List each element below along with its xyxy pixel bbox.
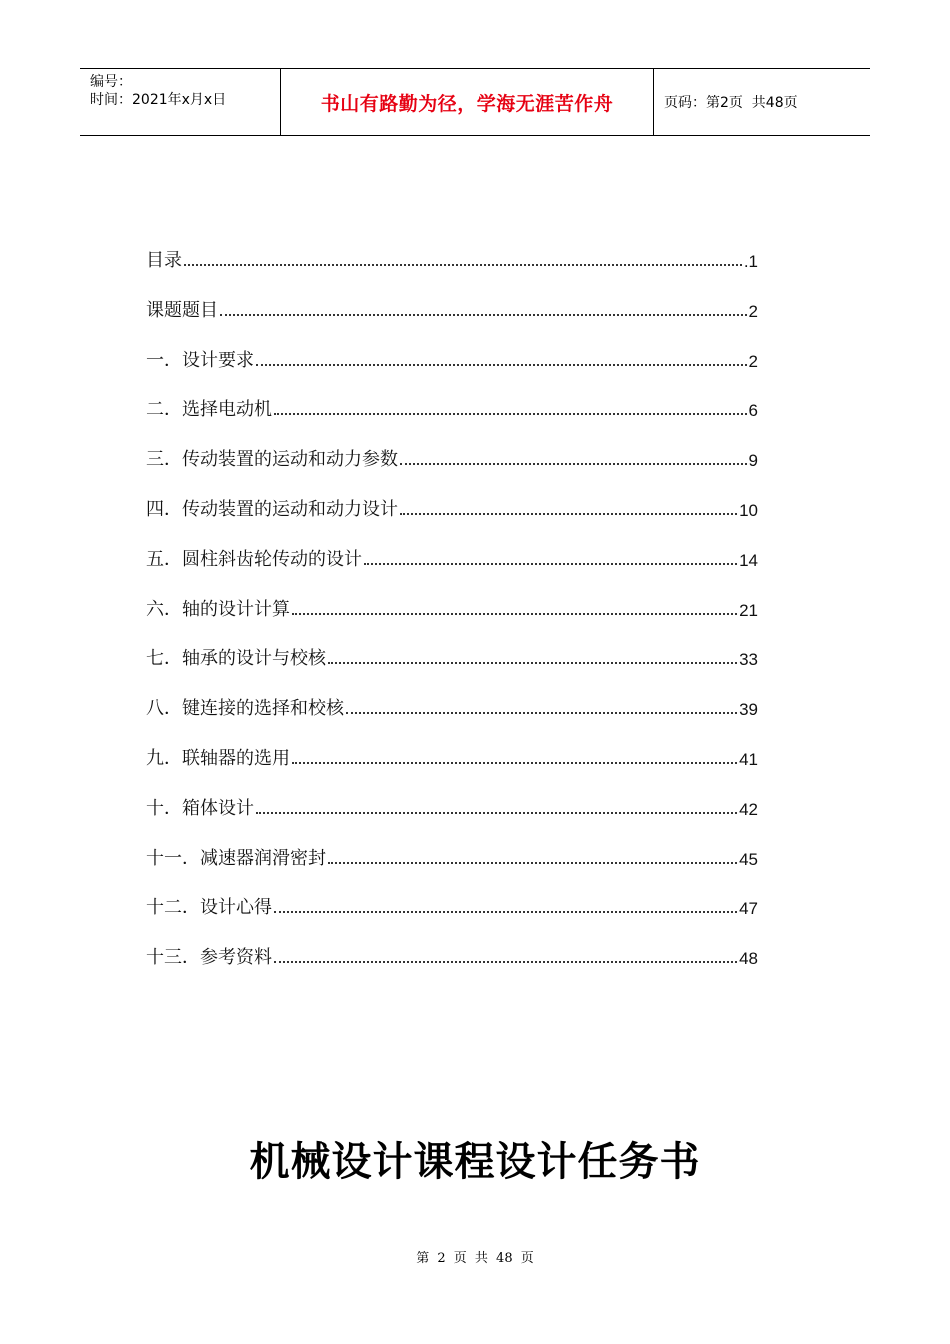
toc-leader-dots <box>292 762 737 764</box>
toc-leader-dots <box>400 463 747 465</box>
header-number: 编号： <box>90 74 132 90</box>
toc-entry-label: 六．轴的设计计算 <box>146 598 290 620</box>
toc-entry-page: 33 <box>739 650 758 670</box>
toc-entry[interactable] <box>146 621 758 671</box>
toc-entry-page: 39 <box>739 700 758 720</box>
toc-entry-page: 2 <box>748 351 758 371</box>
toc-entry-label: 七．轴承的设计与校核 <box>146 648 326 670</box>
toc-entry-page: 10 <box>739 500 758 520</box>
header-page-info-cell <box>654 69 870 135</box>
toc-entry-label: 二．选择电动机 <box>146 399 272 421</box>
toc-entry-page: 48 <box>739 949 758 969</box>
toc-entry-page: 9 <box>748 451 758 471</box>
toc-entry-page: 47 <box>739 899 758 919</box>
table-of-contents <box>146 244 758 969</box>
document-title: 机械设计课程设计任务书 <box>249 1139 701 1185</box>
toc-leader-dots <box>364 563 737 565</box>
toc-entry-label: 课题题目 <box>146 299 218 321</box>
toc-entry-label: 四．传动装置的运动和动力设计 <box>146 498 398 520</box>
page-footer: 第 2 页 共 48 页 <box>416 1251 534 1266</box>
toc-entry[interactable] <box>146 372 758 422</box>
toc-entry[interactable] <box>146 720 758 770</box>
toc-entry-page: 2 <box>748 301 758 321</box>
toc-entry[interactable] <box>146 272 758 322</box>
toc-leader-dots <box>184 264 742 266</box>
toc-entry[interactable] <box>146 919 758 969</box>
toc-entry-page: 14 <box>739 550 758 570</box>
toc-entry-label: 十．箱体设计 <box>146 797 254 819</box>
toc-leader-dots <box>220 314 747 316</box>
toc-entry[interactable] <box>146 820 758 870</box>
toc-entry-label: 十一．减速器润滑密封 <box>146 847 326 869</box>
toc-entry[interactable] <box>146 521 758 571</box>
toc-entry[interactable] <box>146 870 758 920</box>
toc-entry-page: .1 <box>743 252 758 271</box>
toc-leader-dots <box>400 513 737 515</box>
toc-entry-label: 九．联轴器的选用 <box>146 747 290 769</box>
toc-leader-dots <box>274 911 737 913</box>
toc-leader-dots <box>292 613 737 615</box>
toc-entry[interactable] <box>146 770 758 820</box>
toc-entry-page: 42 <box>739 799 758 819</box>
header-motto: 书山有路勤为径，学海无涯苦作舟 <box>320 92 614 115</box>
header-page-info: 页码：第2页 共48页 <box>664 95 798 111</box>
toc-leader-dots <box>274 413 747 415</box>
header-motto-cell <box>281 69 654 135</box>
toc-entry[interactable] <box>146 244 758 272</box>
toc-entry-page: 41 <box>739 749 758 769</box>
toc-entry-label: 一．设计要求 <box>146 349 254 371</box>
header-meta <box>80 69 281 135</box>
page-header <box>80 68 870 136</box>
toc-leader-dots <box>274 961 737 963</box>
toc-entry[interactable] <box>146 421 758 471</box>
toc-entry-label: 十三．参考资料 <box>146 947 272 969</box>
toc-leader-dots <box>346 712 737 714</box>
toc-entry-label: 十二．设计心得 <box>146 897 272 919</box>
toc-leader-dots <box>256 812 737 814</box>
toc-leader-dots <box>328 862 737 864</box>
header-time: 时间：2021年x月x日 <box>90 92 227 108</box>
toc-entry[interactable] <box>146 670 758 720</box>
toc-entry-page: 21 <box>739 600 758 620</box>
toc-entry-label: 八．键连接的选择和校核 <box>146 698 344 720</box>
toc-entry-label: 五．圆柱斜齿轮传动的设计 <box>146 548 362 570</box>
toc-entry-label: 三．传动装置的运动和动力参数 <box>146 449 398 471</box>
toc-leader-dots <box>256 364 747 366</box>
toc-entry-label: 目录 <box>146 250 182 271</box>
toc-entry[interactable] <box>146 571 758 621</box>
toc-entry-page: 6 <box>748 401 758 421</box>
toc-entry[interactable] <box>146 322 758 372</box>
toc-entry-page: 45 <box>739 849 758 869</box>
toc-leader-dots <box>328 662 737 664</box>
toc-entry[interactable] <box>146 471 758 521</box>
